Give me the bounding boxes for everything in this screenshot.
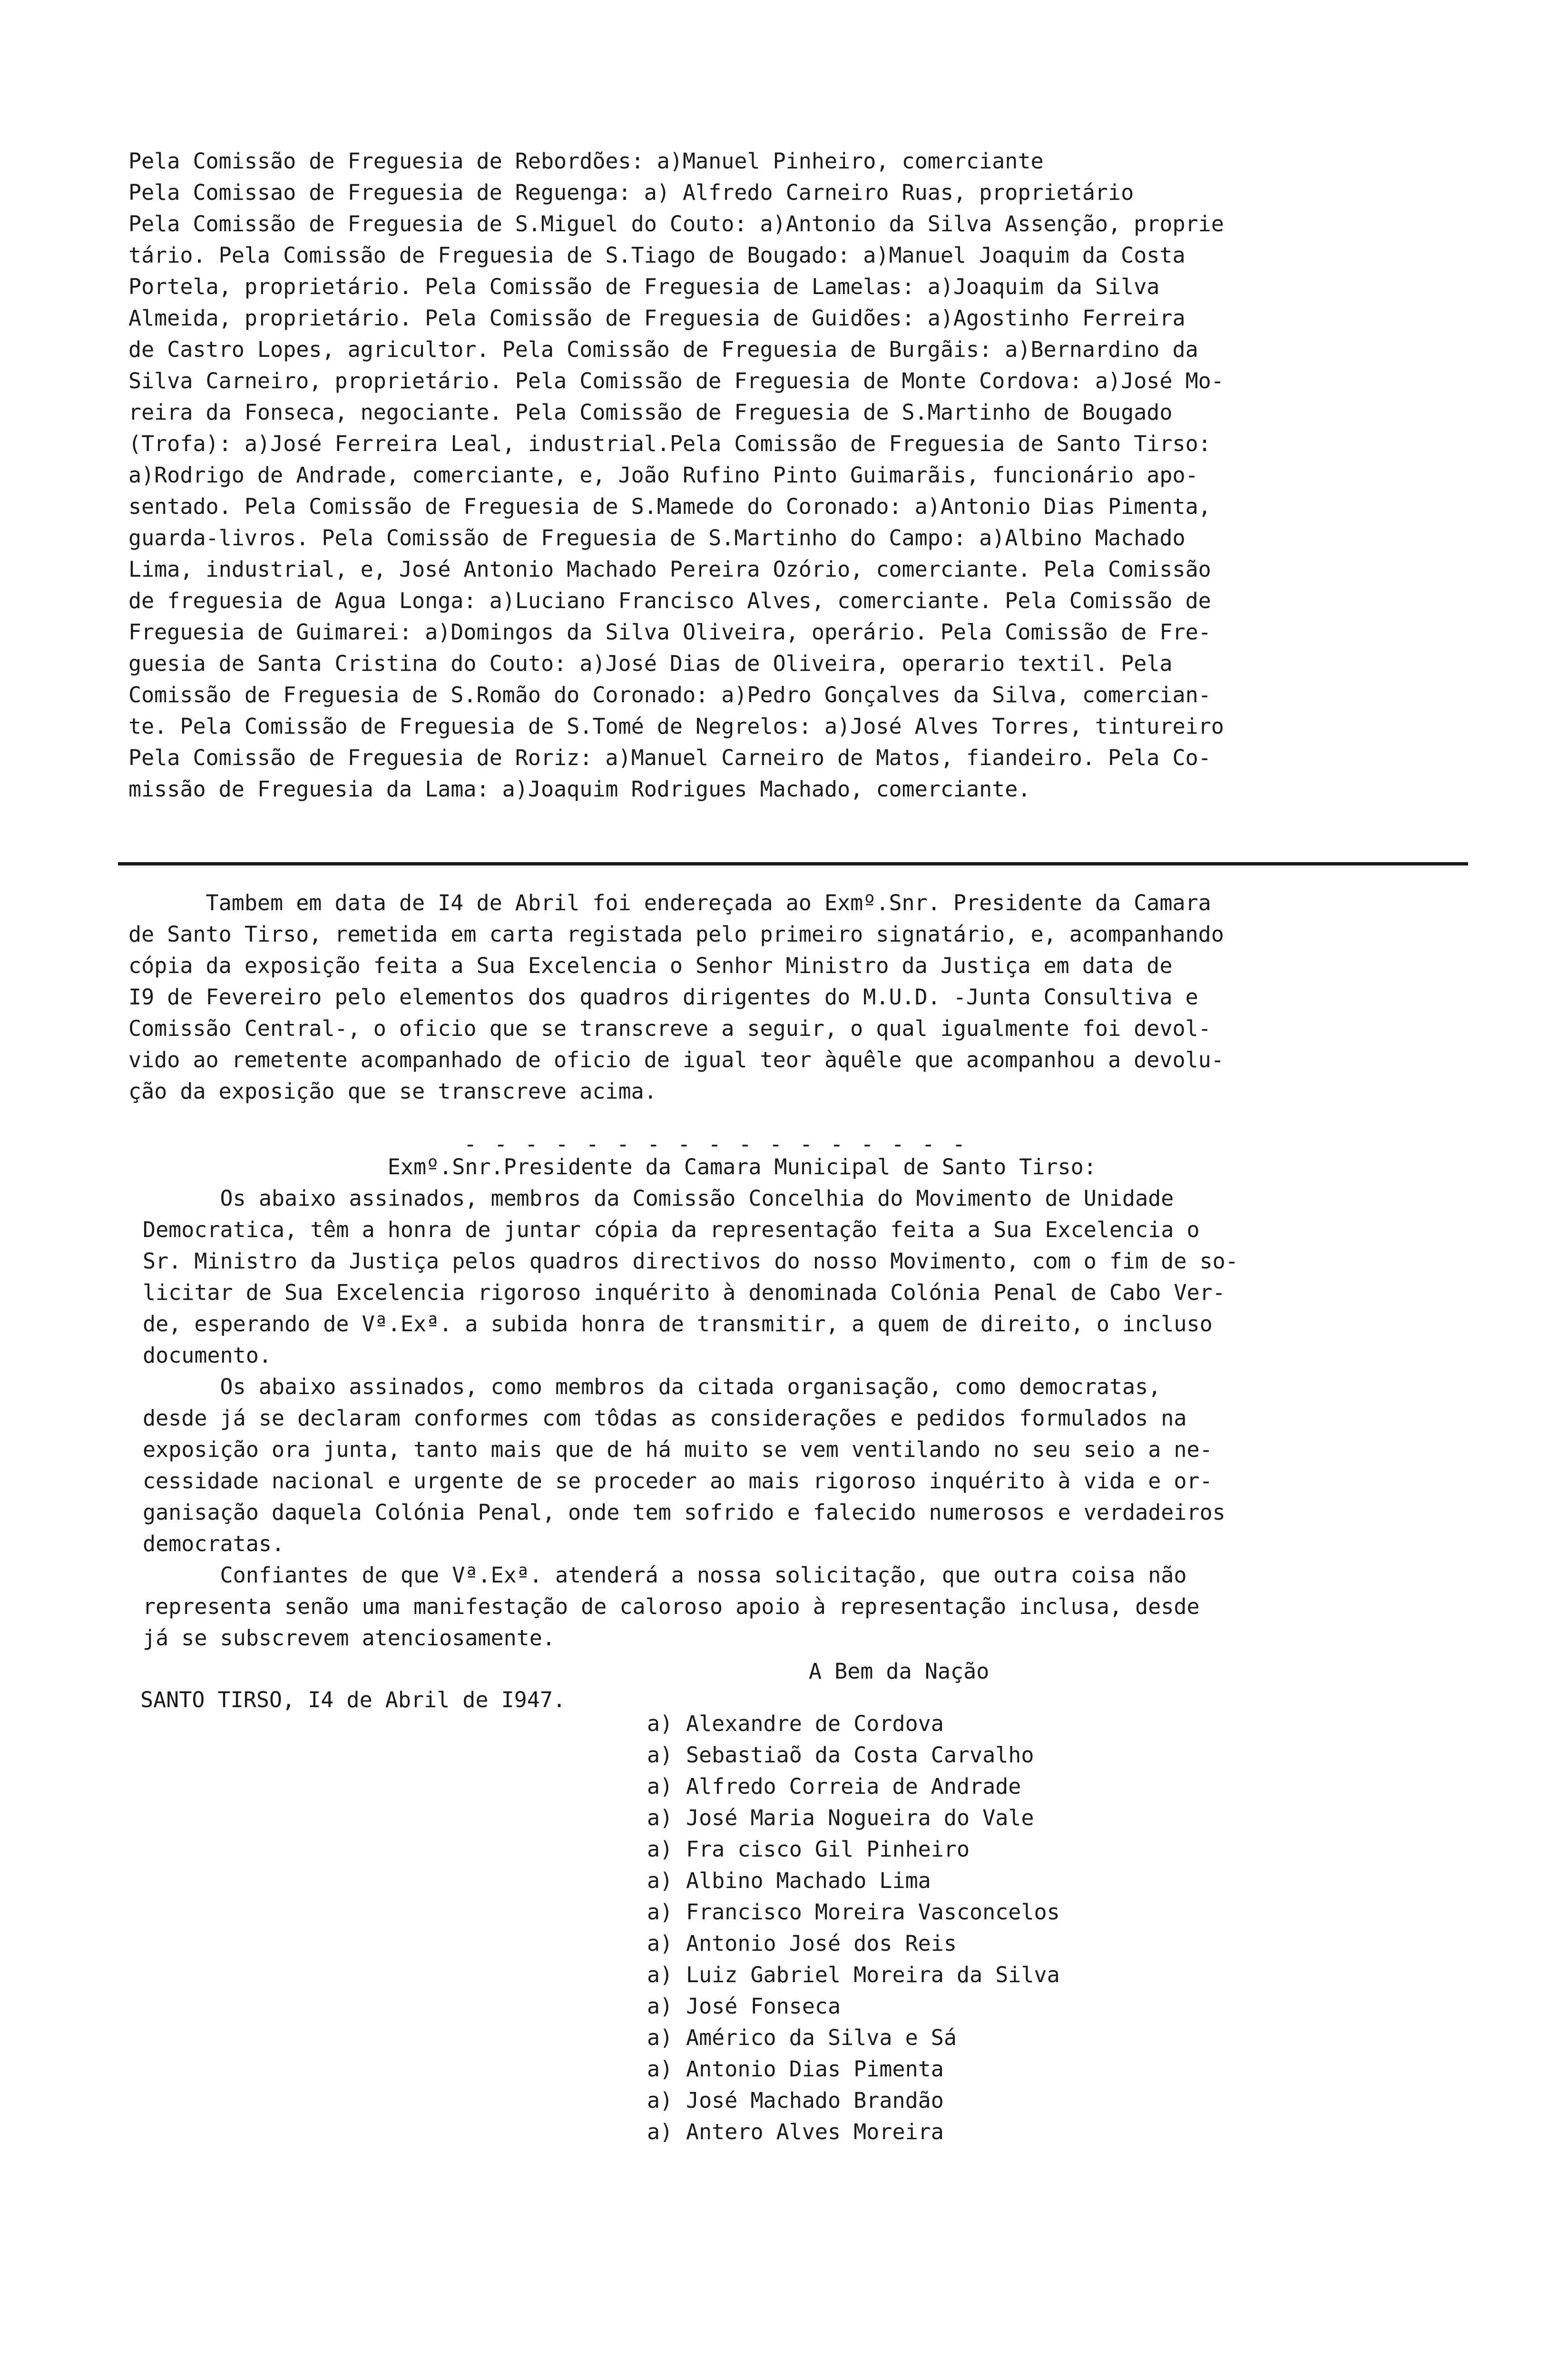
letter-line: Confiantes de que Vª.Exª. atenderá a nossa solicitação, que outra coisa não bbox=[143, 1563, 1187, 1588]
signer-prefix: a) bbox=[647, 1931, 673, 1956]
signer-prefix: a) bbox=[647, 1868, 673, 1893]
committee-line: tário. Pela Comissão de Freguesia de S.Tiago de Bougado: a)Manuel Joaquim da Costa bbox=[128, 243, 1186, 268]
committee-line: Comissão de Freguesia de S.Romão do Coronado: a)Pedro Gonçalves da Silva, comercian- bbox=[128, 682, 1211, 708]
signer-prefix: a) bbox=[647, 2056, 673, 2082]
letter-line: representa senão uma manifestação de caloroso apoio à representação inclusa, desde bbox=[143, 1594, 1200, 1619]
signer-row bbox=[647, 1865, 1060, 1897]
committee-line: Pela Comissão de Freguesia de S.Miguel do Couto: a)Antonio da Silva Assenção, proprie bbox=[128, 211, 1224, 236]
signer-row bbox=[647, 2022, 1060, 2054]
committee-line: Silva Carneiro, proprietário. Pela Comissão de Freguesia de Monte Cordova: a)José Mo- bbox=[128, 368, 1224, 393]
signer-row bbox=[647, 1897, 1060, 1928]
committee-line: Pela Comissão de Freguesia de Roriz: a)Manuel Carneiro de Matos, fiandeiro. Pela Co- bbox=[128, 745, 1211, 770]
committee-line: Freguesia de Guimarei: a)Domingos da Silva Oliveira, operário. Pela Comissão de Fre- bbox=[128, 619, 1211, 645]
signer-name: José Machado Brandão bbox=[686, 2088, 944, 2113]
committee-line: guesia de Santa Cristina do Couto: a)José Dias de Oliveira, operario textil. Pela bbox=[128, 651, 1173, 676]
committee-line: Almeida, proprietário. Pela Comissão de Freguesia de Guidões: a)Agostinho Ferreira bbox=[128, 305, 1186, 331]
signer-prefix: a) bbox=[647, 2088, 673, 2113]
letter-line: desde já se declaram conformes com tôdas as considerações e pedidos formulados na bbox=[143, 1406, 1187, 1431]
signer-name: Alexandre de Cordova bbox=[686, 1711, 944, 1736]
signer-row bbox=[647, 2116, 1060, 2148]
letter-line: de, esperando de Vª.Exª. a subida honra de transmitir, a quem de direito, o incluso bbox=[143, 1311, 1213, 1337]
committee-line: de Castro Lopes, agricultor. Pela Comissão de Freguesia de Burgãis: a)Bernardino da bbox=[128, 337, 1198, 362]
signer-row bbox=[647, 1771, 1060, 1802]
place-date: SANTO TIRSO, I4 de Abril de I947. bbox=[140, 1687, 566, 1712]
letter-line: documento. bbox=[143, 1343, 272, 1368]
signer-prefix: a) bbox=[647, 1805, 673, 1830]
letter-line: Exmº.Snr.Presidente da Camara Municipal de Santo Tirso: bbox=[143, 1154, 1097, 1180]
section-divider bbox=[118, 862, 1468, 865]
letter-line: cessidade nacional e urgente de se proceder ao mais rigoroso inquérito à vida e or- bbox=[143, 1468, 1213, 1494]
signer-row bbox=[647, 1834, 1060, 1865]
signer-row bbox=[647, 1991, 1060, 2022]
committee-list bbox=[128, 146, 1224, 805]
signer-name: Fra cisco Gil Pinheiro bbox=[686, 1837, 970, 1862]
letter-body bbox=[143, 1151, 1238, 1654]
signer-prefix: a) bbox=[647, 1774, 673, 1799]
letter-line: licitar de Sua Excelencia rigoroso inquérito à denominada Colónia Penal de Cabo Ver- bbox=[143, 1280, 1225, 1305]
committee-line: (Trofa): a)José Ferreira Leal, industrial.Pela Comissão de Freguesia de Santo Tirso: bbox=[128, 431, 1211, 456]
letter-line: Os abaixo assinados, como membros da citada organisação, como democratas, bbox=[143, 1374, 1161, 1399]
signer-row bbox=[647, 1802, 1060, 1834]
signer-name: Sebastiaõ da Costa Carvalho bbox=[686, 1742, 1034, 1768]
intro-line: cópia da exposição feita a Sua Excelencia o Senhor Ministro da Justiça em data de bbox=[128, 953, 1173, 978]
signer-name: Antonio José dos Reis bbox=[686, 1931, 957, 1956]
intro-line: Comissão Central-, o oficio que se transcreve a seguir, o qual igualmente foi devol- bbox=[128, 1016, 1211, 1041]
committee-line: a)Rodrigo de Andrade, comerciante, e, João Rufino Pinto Guimarãis, funcionário apo- bbox=[128, 462, 1198, 488]
letter-line: Os abaixo assinados, membros da Comissão Concelhia do Movimento de Unidade bbox=[143, 1186, 1174, 1211]
signer-name: Albino Machado Lima bbox=[686, 1868, 931, 1893]
letter-line: já se subscrevem atenciosamente. bbox=[143, 1625, 555, 1651]
signer-name: Luiz Gabriel Moreira da Silva bbox=[686, 1962, 1060, 1987]
intro-line: de Santo Tirso, remetida em carta registada pelo primeiro signatário, e, acompanhando bbox=[128, 922, 1224, 947]
intro-line: ção da exposição que se transcreve acima. bbox=[128, 1079, 657, 1104]
signer-prefix: a) bbox=[647, 1994, 673, 2019]
letter-line: Democratica, têm a honra de juntar cópia da representação feita a Sua Excelencia o bbox=[143, 1217, 1200, 1242]
signer-prefix: a) bbox=[647, 1837, 673, 1862]
committee-line: de freguesia de Agua Longa: a)Luciano Francisco Alves, comerciante. Pela Comissão de bbox=[128, 588, 1211, 613]
signer-row bbox=[647, 1928, 1060, 1959]
signer-prefix: a) bbox=[647, 2119, 673, 2144]
signer-prefix: a) bbox=[647, 1742, 673, 1768]
signer-row bbox=[647, 2085, 1060, 2116]
committee-line: guarda-livros. Pela Comissão de Freguesia de S.Martinho do Campo: a)Albino Machado bbox=[128, 525, 1186, 551]
signer-name: José Fonseca bbox=[686, 1994, 841, 2019]
committee-line: sentado. Pela Comissão de Freguesia de S.Mamede do Coronado: a)Antonio Dias Pimenta, bbox=[128, 494, 1211, 519]
signer-prefix: a) bbox=[647, 1962, 673, 1987]
intro-paragraph bbox=[128, 887, 1224, 1107]
committee-line: Pela Comissao de Freguesia de Reguenga: a) Alfredo Carneiro Ruas, proprietário bbox=[128, 180, 1134, 205]
signer-name: Américo da Silva e Sá bbox=[686, 2025, 957, 2050]
signer-row bbox=[647, 1740, 1060, 1771]
letter-line: democratas. bbox=[143, 1531, 285, 1556]
committee-line: Lima, industrial, e, José Antonio Machado Pereira Ozório, comerciante. Pela Comissão bbox=[128, 557, 1211, 582]
signer-name: Alfredo Correia de Andrade bbox=[686, 1774, 1021, 1799]
letter-line: ganisação daquela Colónia Penal, onde tem sofrido e falecido numerosos e verdadeiros bbox=[143, 1500, 1225, 1525]
letter-line: exposição ora junta, tanto mais que de há muito se vem ventilando no seu seio a ne- bbox=[143, 1437, 1213, 1462]
intro-line: vido ao remetente acompanhado de oficio de igual teor àquêle que acompanhou a devolu- bbox=[128, 1047, 1224, 1072]
dash-separator: - - - - - - - - - - - - - - - - - bbox=[464, 1131, 968, 1157]
signer-row bbox=[647, 1708, 1060, 1740]
committee-line: te. Pela Comissão de Freguesia de S.Tomé de Negrelos: a)José Alves Torres, tintureiro bbox=[128, 714, 1224, 739]
committee-line: Portela, proprietário. Pela Comissão de Freguesia de Lamelas: a)Joaquim da Silva bbox=[128, 274, 1160, 299]
committee-line: missão de Freguesia da Lama: a)Joaquim Rodrigues Machado, comerciante. bbox=[128, 777, 1031, 802]
signer-prefix: a) bbox=[647, 1899, 673, 1925]
intro-line: Tambem em data de I4 de Abril foi endereçada ao Exmº.Snr. Presidente da Camara bbox=[128, 890, 1211, 915]
intro-line: I9 de Fevereiro pelo elementos dos quadros dirigentes do M.U.D. -Junta Consultiva e bbox=[128, 984, 1198, 1010]
signer-prefix: a) bbox=[647, 1711, 673, 1736]
signer-row bbox=[647, 2054, 1060, 2085]
signer-row bbox=[647, 1959, 1060, 1991]
signer-prefix: a) bbox=[647, 2025, 673, 2050]
committee-line: Pela Comissão de Freguesia de Rebordões: a)Manuel Pinheiro, comerciante bbox=[128, 148, 1044, 174]
committee-line: reira da Fonseca, negociante. Pela Comissão de Freguesia de S.Martinho de Bougado bbox=[128, 400, 1173, 425]
closing-salutation: A Bem da Nação bbox=[809, 1659, 990, 1684]
letter-line: Sr. Ministro da Justiça pelos quadros directivos do nosso Movimento, com o fim de so- bbox=[143, 1248, 1238, 1274]
signer-name: José Maria Nogueira do Vale bbox=[686, 1805, 1034, 1830]
signer-name: Antero Alves Moreira bbox=[686, 2119, 944, 2144]
signer-name: Francisco Moreira Vasconcelos bbox=[686, 1899, 1060, 1925]
signer-name: Antonio Dias Pimenta bbox=[686, 2056, 944, 2082]
signer-list bbox=[647, 1708, 1060, 2148]
